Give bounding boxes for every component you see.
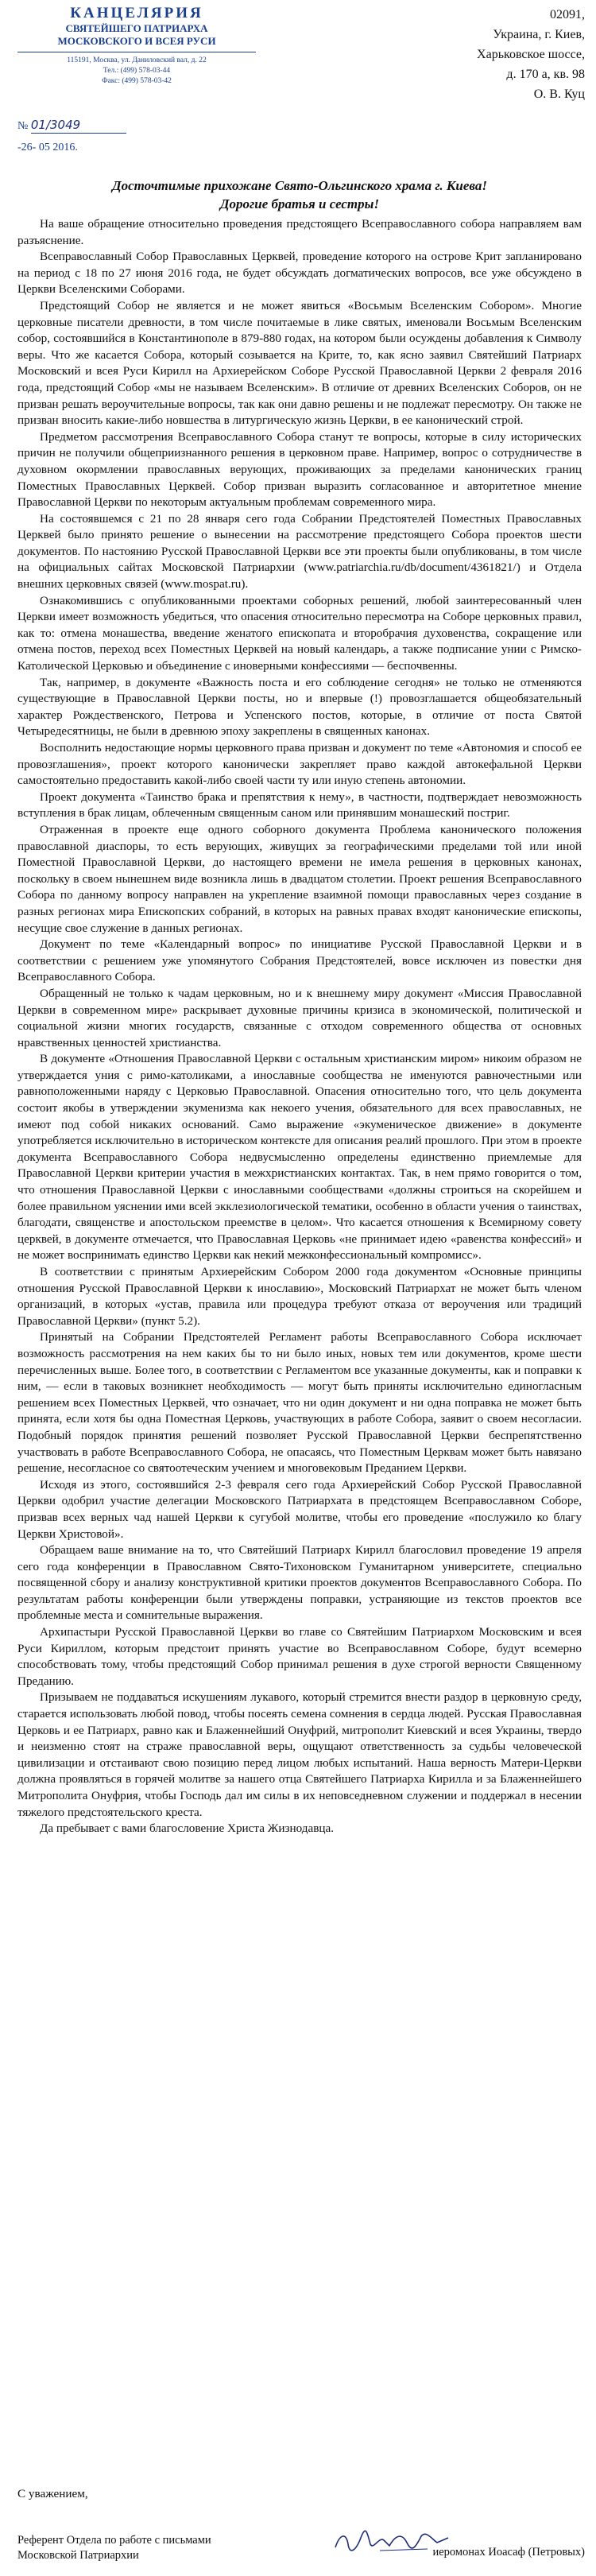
recipient-line: д. 170 а, кв. 98 (506, 68, 585, 81)
recipient-line: 02091, (550, 8, 585, 21)
sender-block (17, 2533, 211, 2563)
letterhead (17, 5, 256, 87)
recipient-address (378, 5, 585, 104)
recipient-line: Украина, г. Киев, (493, 28, 585, 41)
letterhead-subtitle-1: СВЯТЕЙШЕГО ПАТРИАРХА (65, 22, 208, 34)
recipient-line: О. В. Куц (533, 87, 585, 101)
paragraph: На ваше обращение относительно проведения предстоящего Всеправославного собора направляем вам разъяснение. (17, 217, 582, 247)
paragraph: Архипастыри Русской Православной Церкви во главе со Святейшим Патриархом Московским и всея Руси Кириллом, которым предстоит принять участие во Всеправославном Соборе, будут всемерно способствовать тому, чтобы предстоящий Собор принимал решения в духе строгой верности Священному Преданию. (17, 1625, 582, 1688)
paragraph: Проект документа «Таинство брака и препятствия к нему», в частности, подтверждает невозможность вступления в брак лицам, облеченным священным саном или принявшим монашеский постриг. (17, 789, 582, 821)
outgoing-number-prefix: № (17, 120, 29, 132)
paragraph: Предметом рассмотрения Всеправославного Собора станут те вопросы, которые в силу исторических причин не получили общеприизнанного решения в церковном праве. Например, вопрос о сотрудничестве в духовном окормлении православных верующих, проживающих за пределами канонических границ Поместных Православных Церквей. Собор призван выразить согласованное и авторитетное мнение Православной Церкви по некоторым актуальным проблемам современного мира. (17, 429, 582, 510)
paragraph: Предстоящий Собор не является и не может явиться «Восьмым Вселенским Собором». Многие церковные писатели древности, в том числе почитаемые в лике святых, именовали Восьмым Вселенским собор, состоявшийся в Константинополе в 879-880 годах, на котором были осуждены добавления к Символу веры. Что же касается Собора, который созывается на Крите, то, как ясно заявил Святейший Патриарх Московский и всея Руси Кирилл на Архиерейском Соборе Русской Православной Церкви 2 февраля 2016 года, предстоящий Собор «мы не называем Вселенским». В отличие от древних Вселенских Соборов, он не призван решать вероучительные вопросы, так как они давно решены и не подлежат пересмотру. Он также не призван вносить какие-либо новшества в литургическую жизнь Церкви, в ее канонический строй. (17, 298, 582, 428)
sender-title-line-1: Референт Отдела по работе с письмами (17, 2534, 211, 2547)
sender-title-line-2: Московской Патриархии (17, 2549, 139, 2562)
paragraph: Восполнить недостающие нормы церковного права призван и документ по теме «Автономия и способ ее провозглашения», проект которого канонически закрепляет право каждой автокефальной Церкви самостоятельно предоставить какой-либо своей части ту или иную степень автономии. (17, 741, 582, 788)
outgoing-number-value: 01/3049 (30, 118, 81, 132)
recipient-line: Харьковское шоссе, (477, 48, 585, 61)
outgoing-date-value: -26- 05 2016. (17, 142, 78, 153)
paragraph: Документ по теме «Календарный вопрос» по инициативе Русской Православной Церкви и в соответствии с решением уже упомянутого Собрания Предстоятелей, вовсе исключен из повестки дня Всеправославного Собора. (17, 937, 582, 984)
outgoing-date (17, 142, 256, 154)
paragraph: Принятый на Собрании Предстоятелей Регламент работы Всеправославного Собора исключает возможность рассмотрения на нем каких бы то ни было иных, новых тем или документов, кроме шести перечисленных выше. Более того, в соответствии с Регламентом все указанные документы, как и поправки к ним, — если в таковых возникнет необходимость — могут быть приняты исключительно единогласным решением всех Поместных Церквей, что означает, что ни один документ и ни одна поправка не может быть принята, если хотя бы одна Поместная Церковь, участвующих в работе Собора, заявит о своем несогласии. Подобный порядок принятия решений позволяет Русской Православной Церкви беспрепятственно участвовать в работе Всеправославного Собора, не опасаясь, что Поместным Церквам может быть навязано решение, несогласное со святоотеческим учением и многовековым Преданием Церкви. (17, 1330, 582, 1476)
paragraph: На состоявшемся с 21 по 28 января сего года Собрании Предстоятелей Поместных Православных Церквей было принято решение о вынесении на рассмотрение предстоящего Собора проектов шести документов. По настоянию Русской Православной Церкви все эти проекты были опубликованы, в том числе на официальных сайтах Московской Патриархии (www.patriarchia.ru/db/document/4361821/) и Отдела внешних церковных связей (www.mospat.ru). (17, 511, 582, 592)
paragraph: Так, например, в документе «Важность поста и его соблюдение сегодня» не только не отменяются существующие в Православной Церкви посты, но и впервые (!) провозглашается общеобязательный характер Рождественского, Петрова и Успенского постов, которые, в отличие от поста Святой Четыредесятницы, не были в древнюю эпоху закреплены в священных канонах. (17, 675, 582, 739)
greeting-line-1: Досточтимые прихожане Свято-Ольгинского храма г. Киева! (112, 178, 487, 193)
paragraph: В соответствии с принятым Архиерейским Собором 2000 года документом «Основные принципы отношения Русской Православной Церкви к инославию», Московский Патриархат не может быть членом организаций, в которых «устав, правила или процедура требуют отказа от вероучения или традиций Православной Церкви» (пункт 5.2). (17, 1265, 582, 1328)
paragraph: В документе «Отношения Православной Церкви с остальным христианским миром» никоим образом не утверждается уния с римо-католиками, а инославные сообщества не именуются равночестными или равноположенными наряду с Церковью Православной. Опасения относительно того, что цель документа состоит якобы в утверждении экуменизма как некоего учения, обязательного для всех православных, не имеют под собой никаких оснований. Само выражение «экуменическое движение» в документе употребляется исключительно в историческом контексте для описания реалий прошлого. При этом в проекте документа Всеправославного Собора недвусмысленно определены единственно приемлемые для Православной Церкви критерии участия в межхристианских контактах. Так, в нем прямо говорится о том, что отношения Православной Церкви с инославными сообществами «должны строиться на скорейшем и более правильном уяснении ими всей экклезиологической тематики, особенно в области учения о таинствах, благодати, священстве и апостольском преемстве в целом». Что касается отношения к Всемирному совету церквей, в документе отмечается, что Православная Церковь «не принимает идею «равенства конфессий» и не может воспринимать единство Церкви как некий межконфессиональный компромисс». (17, 1052, 582, 1263)
paragraph: Обращенный не только к чадам церковным, но и к внешнему миру документ «Миссия Православной Церкви в современном мире» раскрывает духовные причины кризиса в экономической, политической и социальной жизни многих государств, связанные с отходом современного общества от основных нравственных ценностей христианства. (17, 986, 582, 1049)
paragraph: Всеправославный Собор Православных Церквей, проведение которого на острове Крит запланировано на период с 18 по 27 июня 2016 года, не будет обсуждать догматических вопросов, все уже обсуждено в Церкви Вселенскими Соборами. (17, 250, 582, 297)
outgoing-number (17, 118, 256, 134)
paragraph: Призываем не поддаваться искушениям лукавого, который стремится внести раздор в церковную среду, старается использовать любой повод, чтобы посеять семена сомнения в сердца людей. Русская Православная Церковь и ее Патриарх, равно как и Блаженнейший Онуфрий, митрополит Киевский и всея Украины, твердо и неизменно стоят на страже православной веры, ощущают ответственность за судьбы человеческой цивилизации и отстаивают свою позицию перед лицом любых испытаний. Наша верность Матери-Церкви должна проявляться в горячей молитве за нашего отца Святейшего Патриарха Кирилла и за Блаженнейшего Митрополита Онуфрия, чтобы Господь дал им силы в их неповседневном служении и поддержал в несении тяжелого предстоятельского креста. (17, 1690, 582, 1819)
paragraph: Да пребывает с вами благословение Христа Жизнодавца. (40, 1821, 335, 1836)
paragraph: Обращаем ваше внимание на то, что Святейший Патриарх Кирилл благословил проведение 19 апреля сего года конференции в Православном Свято-Тихоновском Гуманитарном университете, специально посвященной сбору и анализу конструктивной критики проектов документов Всеправославного Собора. По результатам работы конференции были утверждены поправки, устраняющие из текстов проектов все проблемные места и сомнительные выражения. (17, 1543, 582, 1623)
letterhead-fax: Факс: (499) 578-03-42 (102, 77, 172, 85)
letterhead-title: КАНЦЕЛЯРИЯ (70, 5, 203, 21)
letterhead-address: 115191, Москва, ул. Даниловский вал, д. 22 (67, 56, 207, 64)
signoff: С уважением, (17, 2487, 88, 2500)
signer-name: иеромонах Иоасаф (Петровых) (432, 2546, 585, 2559)
paragraph: Исходя из этого, состоявшийся 2-3 февраля сего года Архиерейский Собор Русской Православной Церкви одобрил участие делегации Московского Патриархата в предстоящем Всеправославном Соборе, призвав всех верных чад нашей Церкви к сугубой молитве, чтобы его проведение «послужило ко благу Церкви Христовой». (17, 1477, 582, 1541)
letterhead-subtitle-2: МОСКОВСКОГО И ВСЕЯ РУСИ (57, 35, 216, 47)
paragraph: Отраженная в проекте еще одного соборного документа Проблема канонического положения православной диаспоры, то есть верующих, живущих за географическими пределами той или иной Поместной Православной Церкви, до настоящего времени не имела решения в церковных канонах, поскольку в своем нынешнем виде возникла лишь в двадцатом столетии. Проект решения Всеправославного Собора по данному вопросу направлен на укрепление взаимной помощи православных через создание в разных регионах мира Епископских собраний, в которых на равных правах входят канонические епископы, несущие свое служение в данных регионах. (17, 822, 582, 935)
greeting-line-2: Дорогие братья и сестры! (219, 196, 380, 211)
letterhead-phone: Тел.: (499) 578-03-44 (103, 67, 171, 75)
letter-body (17, 177, 582, 1837)
paragraph: Ознакомившись с опубликованными проектами соборных решений, любой заинтересованный член Церкви имеет возможность убедиться, что опасения относительно пересмотра на Соборе церковных правил, как то: отмена монашества, введение женатого епископата и второбрачия духовенства, сокращение или отмена постов, переход всех Поместных Церквей на новый календарь, а также подписание унии с Римско-Католической Церковью и объединение с иноверными конфессиями — беспочвенны. (17, 593, 582, 673)
